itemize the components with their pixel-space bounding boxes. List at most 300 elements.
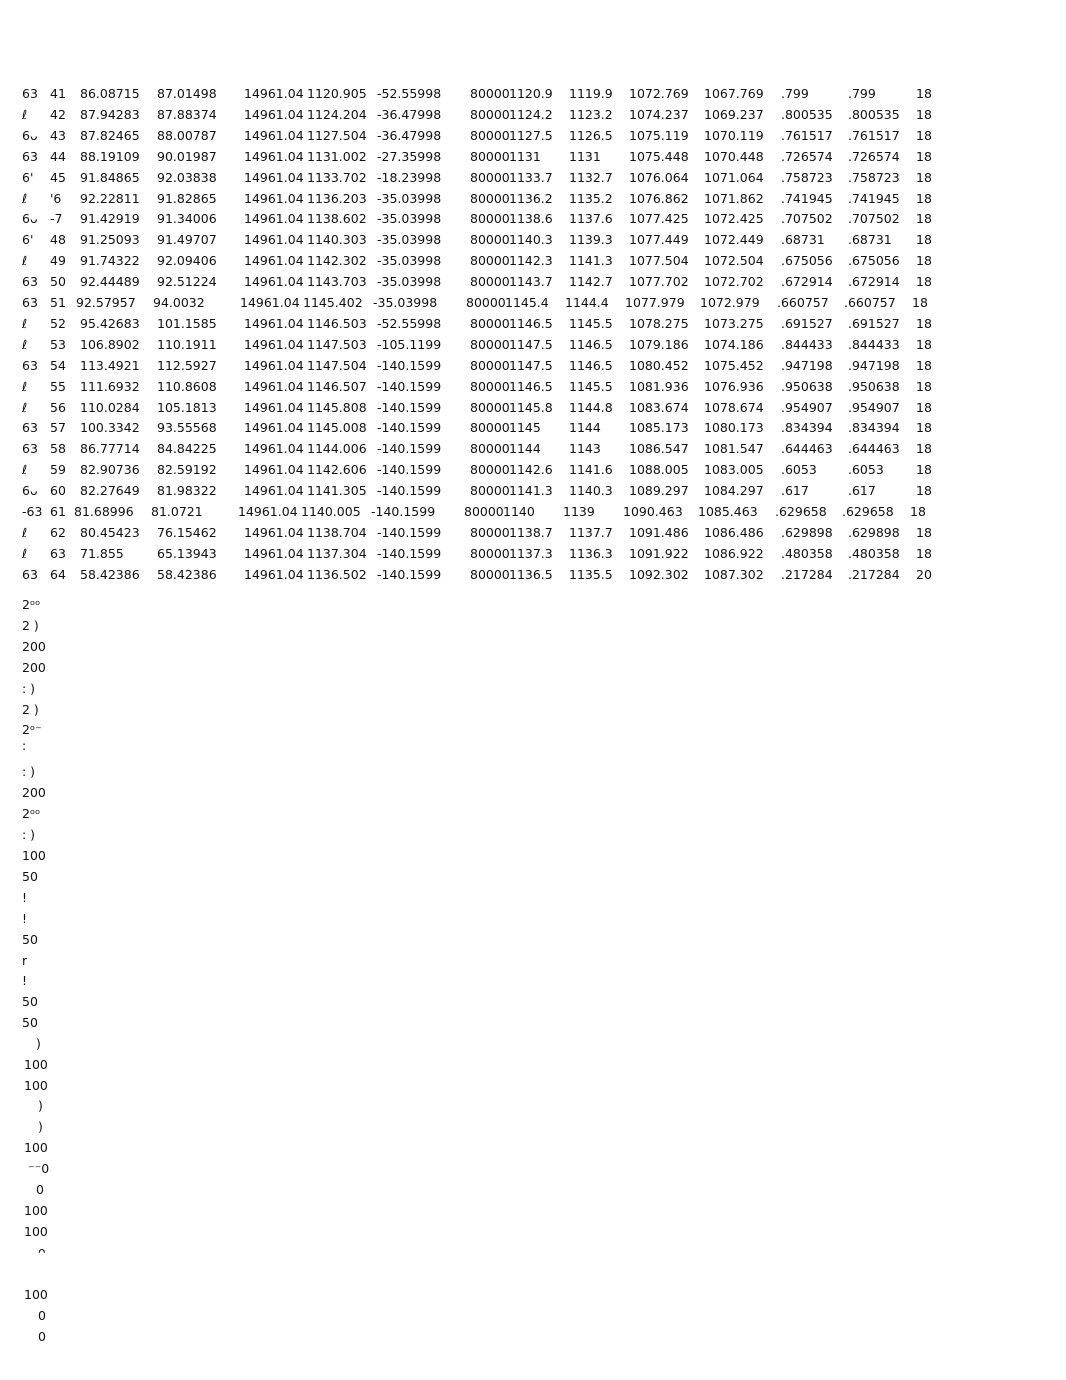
table-cell: 1145.402 — [303, 295, 363, 310]
table-cell: .672914 — [848, 274, 900, 290]
table-cell: 1146.5 — [509, 315, 553, 331]
table-cell: -36.47998 — [377, 127, 442, 143]
table-cell: 1078.674 — [704, 399, 764, 415]
table-cell: 1143 — [569, 441, 601, 457]
table-cell: .660757 — [844, 295, 896, 310]
table-cell: .726574 — [848, 148, 900, 164]
table-cell: 91.25093 — [80, 232, 140, 248]
table-cell: 1076.064 — [629, 169, 689, 185]
table-cell: 1083.674 — [629, 399, 689, 415]
table-cell: 63 — [50, 545, 66, 561]
table-cell: -52.55998 — [377, 86, 442, 101]
table-cell: 14961.04 — [244, 106, 304, 122]
margin-fragment: ) — [36, 1036, 41, 1051]
margin-fragment: 200 — [22, 660, 46, 675]
table-cell: 81.98322 — [157, 483, 217, 499]
table-cell: 80000 — [470, 190, 510, 206]
table-cell: .844433 — [848, 336, 900, 352]
table-cell: ℓ — [22, 336, 28, 352]
table-cell: 1142.302 — [307, 253, 367, 269]
table-cell: 1090.463 — [623, 504, 683, 519]
table-cell: -35.03998 — [377, 232, 442, 248]
table-cell: 18 — [916, 336, 932, 352]
table-cell: 80000 — [470, 483, 510, 499]
table-cell: 1120.905 — [307, 86, 367, 101]
table-cell: .691527 — [848, 315, 900, 331]
table-cell: 1144 — [509, 441, 541, 457]
table-cell: -140.1599 — [377, 545, 442, 561]
table-cell: .950638 — [848, 378, 900, 394]
table-cell: 50 — [50, 274, 66, 290]
table-cell: 80000 — [470, 106, 510, 122]
table-cell: 113.4921 — [80, 357, 140, 373]
table-cell: 1080.452 — [629, 357, 689, 373]
table-cell: 1067.769 — [704, 86, 764, 101]
table-cell: 106.8902 — [80, 336, 140, 352]
table-cell: 1146.5 — [509, 378, 553, 394]
table-cell: 18 — [916, 106, 932, 122]
table-cell: -140.1599 — [377, 483, 442, 499]
table-cell: ℓ — [22, 399, 28, 415]
table-cell: .844433 — [781, 336, 833, 352]
table-cell: 1136.502 — [307, 566, 367, 582]
table-cell: 1147.503 — [307, 336, 367, 352]
table-cell: 14961.04 — [244, 524, 304, 540]
margin-fragment: 100 — [24, 1057, 48, 1072]
table-cell: 1085.173 — [629, 420, 689, 436]
table-cell: -35.03998 — [373, 295, 438, 310]
table-cell: 1143.7 — [509, 274, 553, 290]
table-cell: 80000 — [470, 545, 510, 561]
table-cell: 1147.5 — [509, 336, 553, 352]
table-cell: -140.1599 — [377, 524, 442, 540]
table-cell: 14961.04 — [244, 420, 304, 436]
table-cell: 1147.5 — [509, 357, 553, 373]
table-cell: 18 — [916, 127, 932, 143]
table-cell: 1145.5 — [569, 315, 613, 331]
table-cell: 61 — [50, 504, 66, 519]
table-cell: 91.84865 — [80, 169, 140, 185]
table-cell: 100.3342 — [80, 420, 140, 436]
margin-fragment: ) — [38, 1119, 43, 1134]
table-cell: 91.34006 — [157, 211, 217, 227]
table-cell: 18 — [916, 232, 932, 248]
table-cell: 82.27649 — [80, 483, 140, 499]
table-cell: 1120.9 — [509, 86, 553, 101]
table-cell: 1145 — [509, 420, 541, 436]
table-cell: 1142.606 — [307, 462, 367, 478]
table-cell: .217284 — [848, 566, 900, 582]
table-cell: 42 — [50, 106, 66, 122]
table-cell: 90.01987 — [157, 148, 217, 164]
table-cell: 55 — [50, 378, 66, 394]
table-cell: 1086.922 — [704, 545, 764, 561]
table-cell: 1070.448 — [704, 148, 764, 164]
table-cell: 1077.449 — [629, 232, 689, 248]
table-cell: 1137.3 — [509, 545, 553, 561]
table-cell: 80000 — [464, 504, 504, 519]
margin-fragment: 0 — [38, 1329, 46, 1344]
table-cell: 1083.005 — [704, 462, 764, 478]
table-cell: 88.00787 — [157, 127, 217, 143]
table-cell: .954907 — [848, 399, 900, 415]
table-cell: 62 — [50, 524, 66, 540]
table-cell: 1077.702 — [629, 274, 689, 290]
table-cell: 1137.7 — [569, 524, 613, 540]
table-cell: 1140.005 — [301, 504, 361, 519]
table-cell: 1140.3 — [569, 483, 613, 499]
table-cell: 14961.04 — [244, 545, 304, 561]
table-cell: 1131 — [569, 148, 601, 164]
table-cell: 18 — [916, 274, 932, 290]
table-cell: .617 — [848, 483, 876, 499]
table-cell: 1072.979 — [700, 295, 760, 310]
table-cell: .217284 — [781, 566, 833, 582]
table-cell: ℓ — [22, 315, 28, 331]
table-cell: 110.8608 — [157, 378, 217, 394]
table-cell: 1075.119 — [629, 127, 689, 143]
table-cell: 43 — [50, 127, 66, 143]
table-cell: 1145.808 — [307, 399, 367, 415]
table-cell: 48 — [50, 232, 66, 248]
table-cell: 80000 — [470, 232, 510, 248]
table-cell: 1138.6 — [509, 211, 553, 227]
table-cell: 92.51224 — [157, 274, 217, 290]
table-cell: 1073.275 — [704, 315, 764, 331]
table-cell: 18 — [916, 420, 932, 436]
table-cell: 1136.3 — [569, 545, 613, 561]
table-cell: 6ᴗ — [22, 211, 38, 227]
table-cell: 1072.504 — [704, 253, 764, 269]
table-cell: 1142.6 — [509, 462, 553, 478]
margin-fragment: : ) — [22, 827, 36, 842]
table-cell: 95.42683 — [80, 315, 140, 331]
table-cell: 6ᴗ — [22, 127, 38, 143]
table-cell: 1086.486 — [704, 524, 764, 540]
table-cell: 110.1911 — [157, 336, 217, 352]
table-cell: 64 — [50, 566, 66, 582]
table-cell: 1141.6 — [569, 462, 613, 478]
table-cell: 14961.04 — [244, 441, 304, 457]
table-cell: 18 — [916, 462, 932, 478]
table-cell: 6' — [22, 232, 34, 248]
table-cell: 80000 — [470, 274, 510, 290]
table-cell: 1137.6 — [569, 211, 613, 227]
table-cell: .761517 — [848, 127, 900, 143]
table-cell: 87.88374 — [157, 106, 217, 122]
table-cell: 1133.7 — [509, 169, 553, 185]
table-cell: 1084.297 — [704, 483, 764, 499]
table-cell: 1138.602 — [307, 211, 367, 227]
table-cell: .799 — [781, 86, 809, 101]
table-cell: 80000 — [470, 315, 510, 331]
table-cell: .6053 — [781, 462, 817, 478]
table-cell: -140.1599 — [377, 420, 442, 436]
table-cell: .644463 — [781, 441, 833, 457]
table-cell: 44 — [50, 148, 66, 164]
table-cell: 1077.504 — [629, 253, 689, 269]
table-cell: 80000 — [466, 295, 506, 310]
table-cell: 1123.2 — [569, 106, 613, 122]
table-cell: -140.1599 — [377, 378, 442, 394]
table-cell: .947198 — [848, 357, 900, 373]
margin-fragment: : — [22, 738, 27, 753]
table-cell: '6 — [50, 190, 62, 206]
table-cell: .758723 — [848, 169, 900, 185]
margin-fragment: 2ᵒᵒ — [22, 806, 41, 821]
table-cell: 18 — [916, 253, 932, 269]
table-cell: 1133.702 — [307, 169, 367, 185]
margin-fragment: r — [22, 953, 28, 968]
margin-fragment: 0 — [36, 1182, 44, 1197]
table-cell: 1136.203 — [307, 190, 367, 206]
table-cell: 1136.5 — [509, 566, 553, 582]
table-cell: 88.19109 — [80, 148, 140, 164]
table-cell: .741945 — [781, 190, 833, 206]
margin-fragment: 2 ) — [22, 618, 39, 633]
table-cell: .480358 — [848, 545, 900, 561]
table-cell: 18 — [916, 148, 932, 164]
table-cell: .758723 — [781, 169, 833, 185]
margin-fragment: 100 — [24, 1224, 48, 1239]
table-cell: 1091.922 — [629, 545, 689, 561]
table-cell: 80000 — [470, 420, 510, 436]
table-cell: 92.22811 — [80, 190, 140, 206]
table-cell: 63 — [22, 86, 38, 101]
table-cell: 20 — [916, 566, 932, 582]
table-cell: 80000 — [470, 127, 510, 143]
table-cell: 1079.186 — [629, 336, 689, 352]
margin-fragment: 50 — [22, 1015, 38, 1030]
table-cell: 58.42386 — [157, 566, 217, 582]
table-cell: -27.35998 — [377, 148, 442, 164]
margin-fragment: : ) — [22, 681, 36, 696]
table-cell: 59 — [50, 462, 66, 478]
table-cell: 1072.769 — [629, 86, 689, 101]
table-cell: 54 — [50, 357, 66, 373]
table-cell: 80.45423 — [80, 524, 140, 540]
table-cell: 14961.04 — [244, 190, 304, 206]
margin-fragment: 50 — [22, 869, 38, 884]
table-cell: 1127.5 — [509, 127, 553, 143]
table-cell: .761517 — [781, 127, 833, 143]
margin-fragment: ! — [22, 911, 28, 926]
table-cell: 1077.425 — [629, 211, 689, 227]
table-cell: 1088.005 — [629, 462, 689, 478]
table-cell: .947198 — [781, 357, 833, 373]
table-cell: 18 — [916, 357, 932, 373]
table-cell: 18 — [916, 169, 932, 185]
table-cell: 1145.008 — [307, 420, 367, 436]
table-cell: 1085.463 — [698, 504, 758, 519]
table-cell: 1140.303 — [307, 232, 367, 248]
table-cell: 80000 — [470, 399, 510, 415]
table-cell: 1124.2 — [509, 106, 553, 122]
table-cell: 80000 — [470, 253, 510, 269]
table-cell: -7 — [50, 211, 63, 227]
table-cell: 84.84225 — [157, 441, 217, 457]
margin-fragment: 50 — [22, 932, 38, 947]
table-cell: 6ᴗ — [22, 483, 38, 499]
table-cell: ℓ — [22, 106, 28, 122]
table-cell: 1078.275 — [629, 315, 689, 331]
table-cell: .954907 — [781, 399, 833, 415]
table-cell: 14961.04 — [244, 315, 304, 331]
table-cell: 63 — [22, 274, 38, 290]
table-cell: 14961.04 — [240, 295, 300, 310]
table-cell: 80000 — [470, 336, 510, 352]
table-cell: 1142.3 — [509, 253, 553, 269]
table-cell: .834394 — [848, 420, 900, 436]
table-cell: .68731 — [848, 232, 892, 248]
table-cell: 1138.704 — [307, 524, 367, 540]
table-cell: 1145.4 — [505, 295, 549, 310]
table-cell: 63 — [22, 420, 38, 436]
table-cell: 1092.302 — [629, 566, 689, 582]
table-cell: 1135.5 — [569, 566, 613, 582]
table-cell: .675056 — [781, 253, 833, 269]
table-cell: 87.94283 — [80, 106, 140, 122]
table-cell: 1071.862 — [704, 190, 764, 206]
table-cell: 1080.173 — [704, 420, 764, 436]
table-cell: 14961.04 — [244, 483, 304, 499]
table-cell: 18 — [916, 399, 932, 415]
table-cell: .726574 — [781, 148, 833, 164]
table-cell: 14961.04 — [244, 148, 304, 164]
table-cell: 1144 — [569, 420, 601, 436]
table-cell: .629898 — [848, 524, 900, 540]
table-cell: 1142.7 — [569, 274, 613, 290]
table-cell: 18 — [916, 86, 932, 101]
table-cell: 60 — [50, 483, 66, 499]
table-cell: -18.23998 — [377, 169, 442, 185]
table-cell: ℓ — [22, 524, 28, 540]
table-cell: 1132.7 — [569, 169, 613, 185]
table-cell: .741945 — [848, 190, 900, 206]
table-cell: -35.03998 — [377, 211, 442, 227]
margin-fragment: : ) — [22, 764, 36, 779]
table-cell: 1141.3 — [509, 483, 553, 499]
table-cell: 91.82865 — [157, 190, 217, 206]
table-cell: 1089.297 — [629, 483, 689, 499]
table-cell: .629898 — [781, 524, 833, 540]
margin-fragment: 2ᵒ⁻ — [22, 722, 42, 737]
table-cell: .950638 — [781, 378, 833, 394]
table-cell: 45 — [50, 169, 66, 185]
table-cell: ℓ — [22, 190, 28, 206]
table-cell: .675056 — [848, 253, 900, 269]
table-cell: 1140 — [503, 504, 535, 519]
table-cell: 49 — [50, 253, 66, 269]
table-cell: .660757 — [777, 295, 829, 310]
margin-fragment: 100 — [24, 1078, 48, 1093]
table-cell: 14961.04 — [244, 274, 304, 290]
table-cell: 94.0032 — [153, 295, 205, 310]
table-cell: 14961.04 — [244, 336, 304, 352]
table-cell: -36.47998 — [377, 106, 442, 122]
table-cell: .799 — [848, 86, 876, 101]
table-cell: 1071.064 — [704, 169, 764, 185]
table-cell: 14961.04 — [244, 232, 304, 248]
table-cell: 80000 — [470, 148, 510, 164]
table-cell: 101.1585 — [157, 315, 217, 331]
table-cell: 18 — [916, 211, 932, 227]
margin-fragment: 200 — [22, 639, 46, 654]
table-cell: 1147.504 — [307, 357, 367, 373]
table-cell: 91.49707 — [157, 232, 217, 248]
table-cell: 1086.547 — [629, 441, 689, 457]
table-cell: 80000 — [470, 462, 510, 478]
table-cell: 18 — [916, 315, 932, 331]
table-cell: 65.13943 — [157, 545, 217, 561]
table-cell: 1076.862 — [629, 190, 689, 206]
table-cell: 1075.448 — [629, 148, 689, 164]
margin-fragment: ) — [38, 1098, 43, 1113]
table-cell: 57 — [50, 420, 66, 436]
table-cell: 18 — [916, 378, 932, 394]
table-cell: 80000 — [470, 524, 510, 540]
table-cell: 18 — [916, 545, 932, 561]
table-cell: -140.1599 — [377, 462, 442, 478]
table-cell: 1141.305 — [307, 483, 367, 499]
table-cell: ℓ — [22, 378, 28, 394]
table-cell: 80000 — [470, 378, 510, 394]
table-cell: 1136.2 — [509, 190, 553, 206]
table-cell: 1127.504 — [307, 127, 367, 143]
table-cell: 14961.04 — [244, 566, 304, 582]
table-cell: 1124.204 — [307, 106, 367, 122]
table-cell: 112.5927 — [157, 357, 217, 373]
margin-fragment: 0 — [38, 1308, 46, 1323]
table-cell: 1138.7 — [509, 524, 553, 540]
table-cell: 1146.5 — [569, 336, 613, 352]
table-cell: 80000 — [470, 86, 510, 101]
table-cell: .6053 — [848, 462, 884, 478]
table-cell: 1069.237 — [704, 106, 764, 122]
table-cell: 63 — [22, 566, 38, 582]
table-cell: -35.03998 — [377, 253, 442, 269]
table-cell: 91.42919 — [80, 211, 140, 227]
table-cell: 80000 — [470, 357, 510, 373]
table-cell: 1077.979 — [625, 295, 685, 310]
table-cell: 86.77714 — [80, 441, 140, 457]
table-cell: 82.90736 — [80, 462, 140, 478]
table-cell: 1087.302 — [704, 566, 764, 582]
table-cell: 6' — [22, 169, 34, 185]
table-cell: 1139.3 — [569, 232, 613, 248]
table-cell: 1144.4 — [565, 295, 609, 310]
margin-fragment: 50 — [22, 994, 38, 1009]
table-cell: .691527 — [781, 315, 833, 331]
table-cell: .629658 — [775, 504, 827, 519]
table-cell: 18 — [916, 441, 932, 457]
margin-fragment: 100 — [24, 1140, 48, 1155]
table-cell: 87.82465 — [80, 127, 140, 143]
table-cell: 92.03838 — [157, 169, 217, 185]
table-cell: 14961.04 — [244, 169, 304, 185]
table-cell: 58.42386 — [80, 566, 140, 582]
table-cell: ℓ — [22, 253, 28, 269]
table-cell: -140.1599 — [377, 441, 442, 457]
table-cell: 56 — [50, 399, 66, 415]
table-cell: -105.1199 — [377, 336, 442, 352]
table-cell: 14961.04 — [244, 127, 304, 143]
table-cell: 111.6932 — [80, 378, 140, 394]
margin-fragment: ⁻⁻0 — [28, 1161, 50, 1176]
table-cell: 1070.119 — [704, 127, 764, 143]
table-cell: -35.03998 — [377, 190, 442, 206]
table-cell: 93.55568 — [157, 420, 217, 436]
